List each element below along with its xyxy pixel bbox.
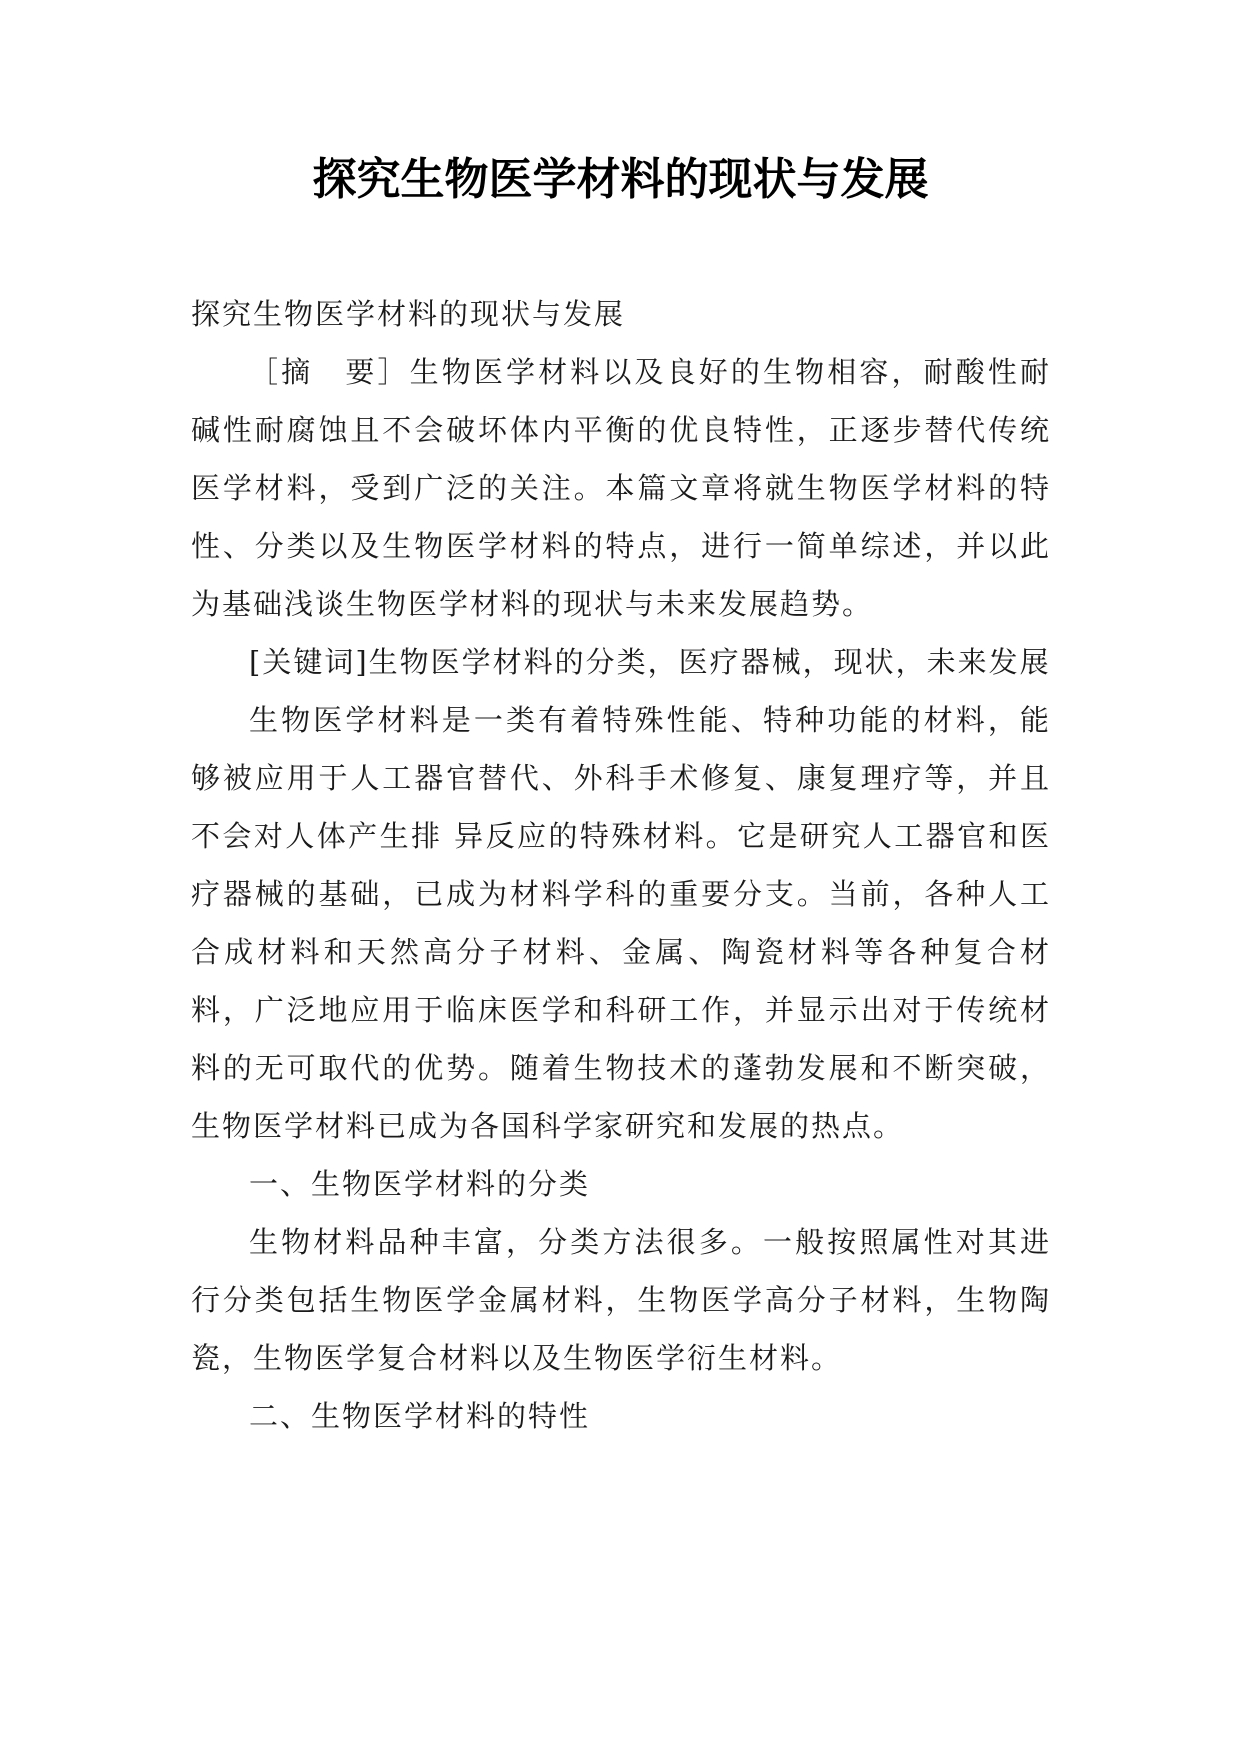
document-body xyxy=(191,285,1051,1445)
section-heading-classification: 一、生物医学材料的分类 xyxy=(249,1167,591,1201)
intro-paragraph: 生物医学材料是一类有着特殊性能、特种功能的材料，能够被应用于人工器官替代、外科手术修复、康复理疗等，并且不会对人体产生排 异反应的特殊材料。它是研究人工器官和医疗器械的基础，已成为材料学科的重要分支。当前，各种人工合成材料和天然高分子材料、金属、陶瓷材料等各种复合材料，广泛地应用于临床医学和科研工作，并显示出对于传统材料的无可取代的优势。随着生物技术的蓬勃发展和不断突破，生物医学材料已成为各国科学家研究和发展的热点。 xyxy=(191,703,1051,1143)
document-subtitle: 探究生物医学材料的现状与发展 xyxy=(191,297,626,331)
section-heading-properties: 二、生物医学材料的特性 xyxy=(249,1399,591,1433)
classification-paragraph: 生物材料品种丰富，分类方法很多。一般按照属性对其进行分类包括生物医学金属材料，生物医学高分子材料，生物陶瓷，生物医学复合材料以及生物医学衍生材料。 xyxy=(191,1225,1051,1375)
keywords-paragraph: [关键词]生物医学材料的分类，医疗器械，现状，未来发展 xyxy=(249,645,1051,679)
document-title: 探究生物医学材料的现状与发展 xyxy=(312,154,929,205)
abstract-paragraph: ［摘 要］生物医学材料以及良好的生物相容，耐酸性耐碱性耐腐蚀且不会破坏体内平衡的优良特性，正逐步替代传统医学材料，受到广泛的关注。本篇文章将就生物医学材料的特性、分类以及生物医学材料的特点，进行一简单综述，并以此为基础浅谈生物医学材料的现状与未来发展趋势。 xyxy=(191,355,1051,621)
